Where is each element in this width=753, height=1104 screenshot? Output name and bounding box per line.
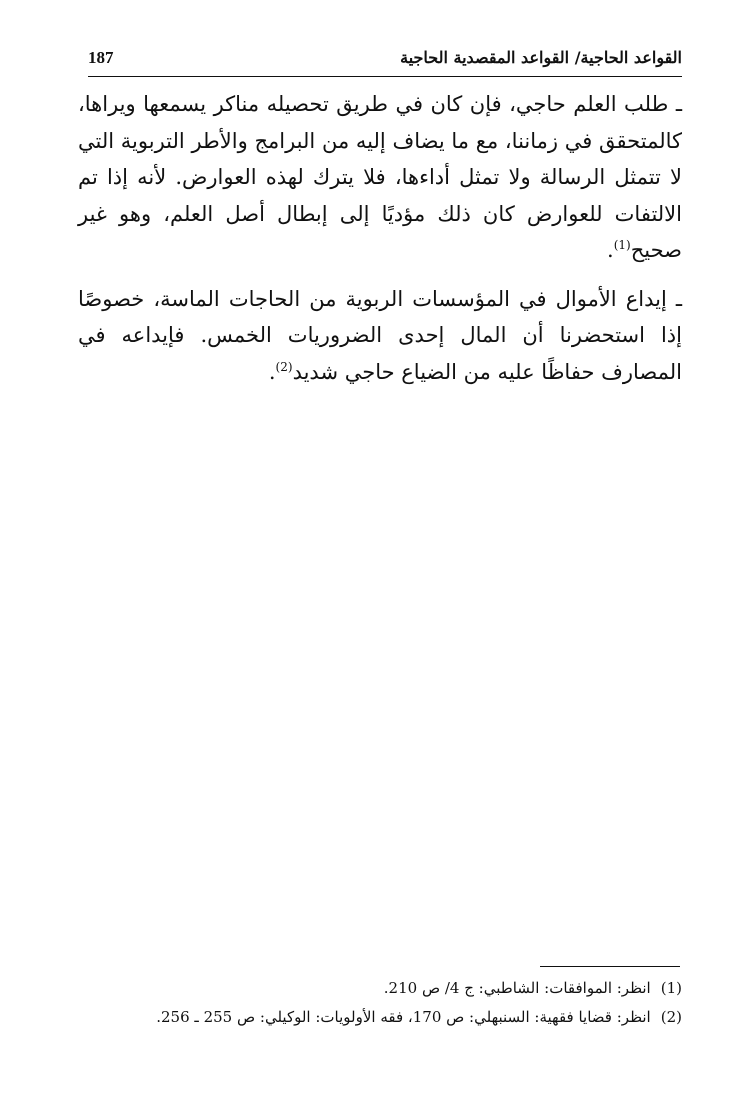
footnote-1 (120, 974, 682, 1003)
footnote-ref-1[interactable]: (1) (613, 238, 631, 252)
header-divider (88, 76, 682, 77)
paragraph-1 (78, 86, 682, 269)
footnote-2-text: انظر: قضايا فقهية: السنبهلي: ص 170، فقه الأولويات: الوكيلي: ص 255 ـ 256. (156, 1008, 651, 1026)
footnote-1-text: انظر: الموافقات: الشاطبي: ج 4/ ص 210. (383, 979, 651, 997)
footnotes (120, 974, 682, 1032)
page-number: 187 (88, 48, 114, 67)
footnote-1-number: (1) (660, 979, 682, 997)
paragraph-2-text: ـ إيداع الأموال في المؤسسات الربوية من الحاجات الماسة، خصوصًا إذا استحضرنا أن المال إحدى الضروريات الخمس. فإيداعه في المصارف حفاظًا عليه من الضياع حاجي شديد (78, 286, 683, 384)
running-title: القواعد الحاجية/ القواعد المقصدية الحاجية (400, 48, 682, 67)
page-header (88, 48, 682, 74)
footnote-2 (120, 1003, 682, 1032)
paragraph-1-end: . (607, 238, 614, 262)
paragraph-2-end: . (268, 359, 276, 384)
footnote-2-number: (2) (660, 1008, 682, 1026)
footnote-ref-2[interactable]: (2) (275, 359, 293, 374)
paragraph-2 (78, 281, 682, 391)
footnote-divider (540, 966, 680, 967)
paragraph-1-text: ـ طلب العلم حاجي، فإن كان في طريق تحصيله مناكر يسمعها ويراها، كالمتحقق في زماننا، مع ما يضاف إليه من البرامج والأطر التربوية التي لا تتمثل الرسالة ولا تمثل أداءها، فلا يترك لهذه العوارض. لأنه إذا تم الالتفات للعوارض كان ذلك مؤديًا إلى إبطال أصل العلم، وهو غير صحيح (78, 92, 682, 262)
main-text (78, 86, 682, 402)
